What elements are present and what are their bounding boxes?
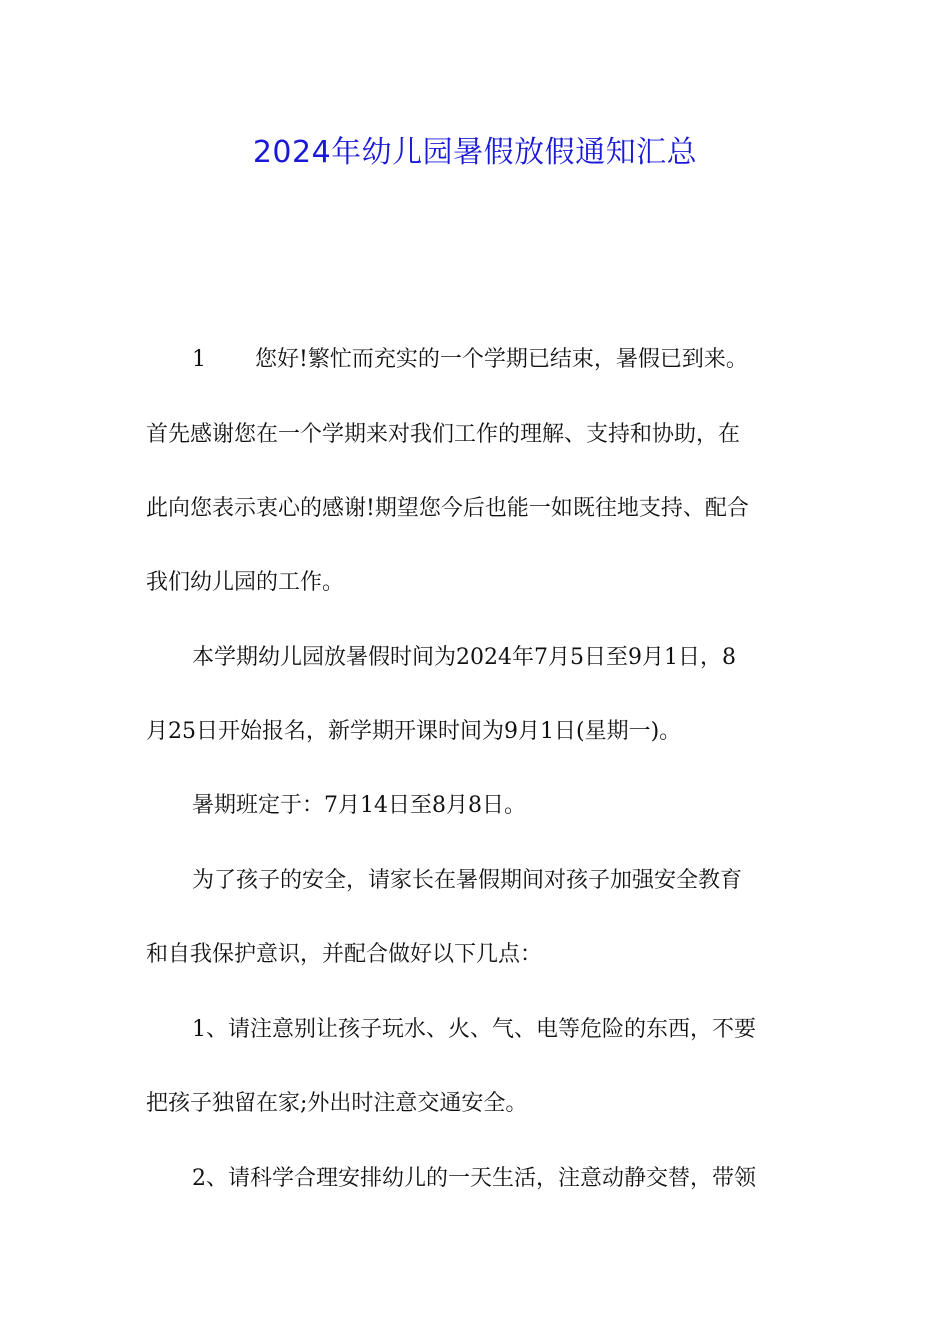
paragraph-line: 我们幼儿园的工作。 bbox=[146, 570, 345, 595]
paragraph-line: 此向您表示衷心的感谢!期望您今后也能一如既往地支持、配合 bbox=[146, 496, 749, 521]
paragraph-line: 把孩子独留在家;外出时注意交通安全。 bbox=[146, 1091, 528, 1116]
document-title: 2024年幼儿园暑假放假通知汇总 bbox=[252, 135, 698, 170]
paragraph-line: 您好!繁忙而充实的一个学期已结束，暑假已到来。 bbox=[255, 347, 748, 372]
paragraph-line: 月25日开始报名，新学期开课时间为9月1日(星期一)。 bbox=[146, 719, 682, 744]
paragraph-line: 2、请科学合理安排幼儿的一天生活，注意动静交替，带领 bbox=[192, 1166, 756, 1191]
paragraph-line: 和自我保护意识，并配合做好以下几点： bbox=[146, 942, 543, 967]
paragraph-line: 1、请注意别让孩子玩水、火、气、电等危险的东西，不要 bbox=[192, 1017, 756, 1042]
paragraph-line: 为了孩子的安全，请家长在暑假期间对孩子加强安全教育 bbox=[192, 868, 743, 893]
paragraph-line: 首先感谢您在一个学期来对我们工作的理解、支持和协助，在 bbox=[146, 422, 741, 447]
section-number: 1 bbox=[192, 347, 206, 372]
paragraph-line: 本学期幼儿园放暑假时间为2024年7月5日至9月1日，8 bbox=[192, 645, 736, 670]
paragraph-line: 暑期班定于：7月14日至8月8日。 bbox=[192, 793, 526, 818]
